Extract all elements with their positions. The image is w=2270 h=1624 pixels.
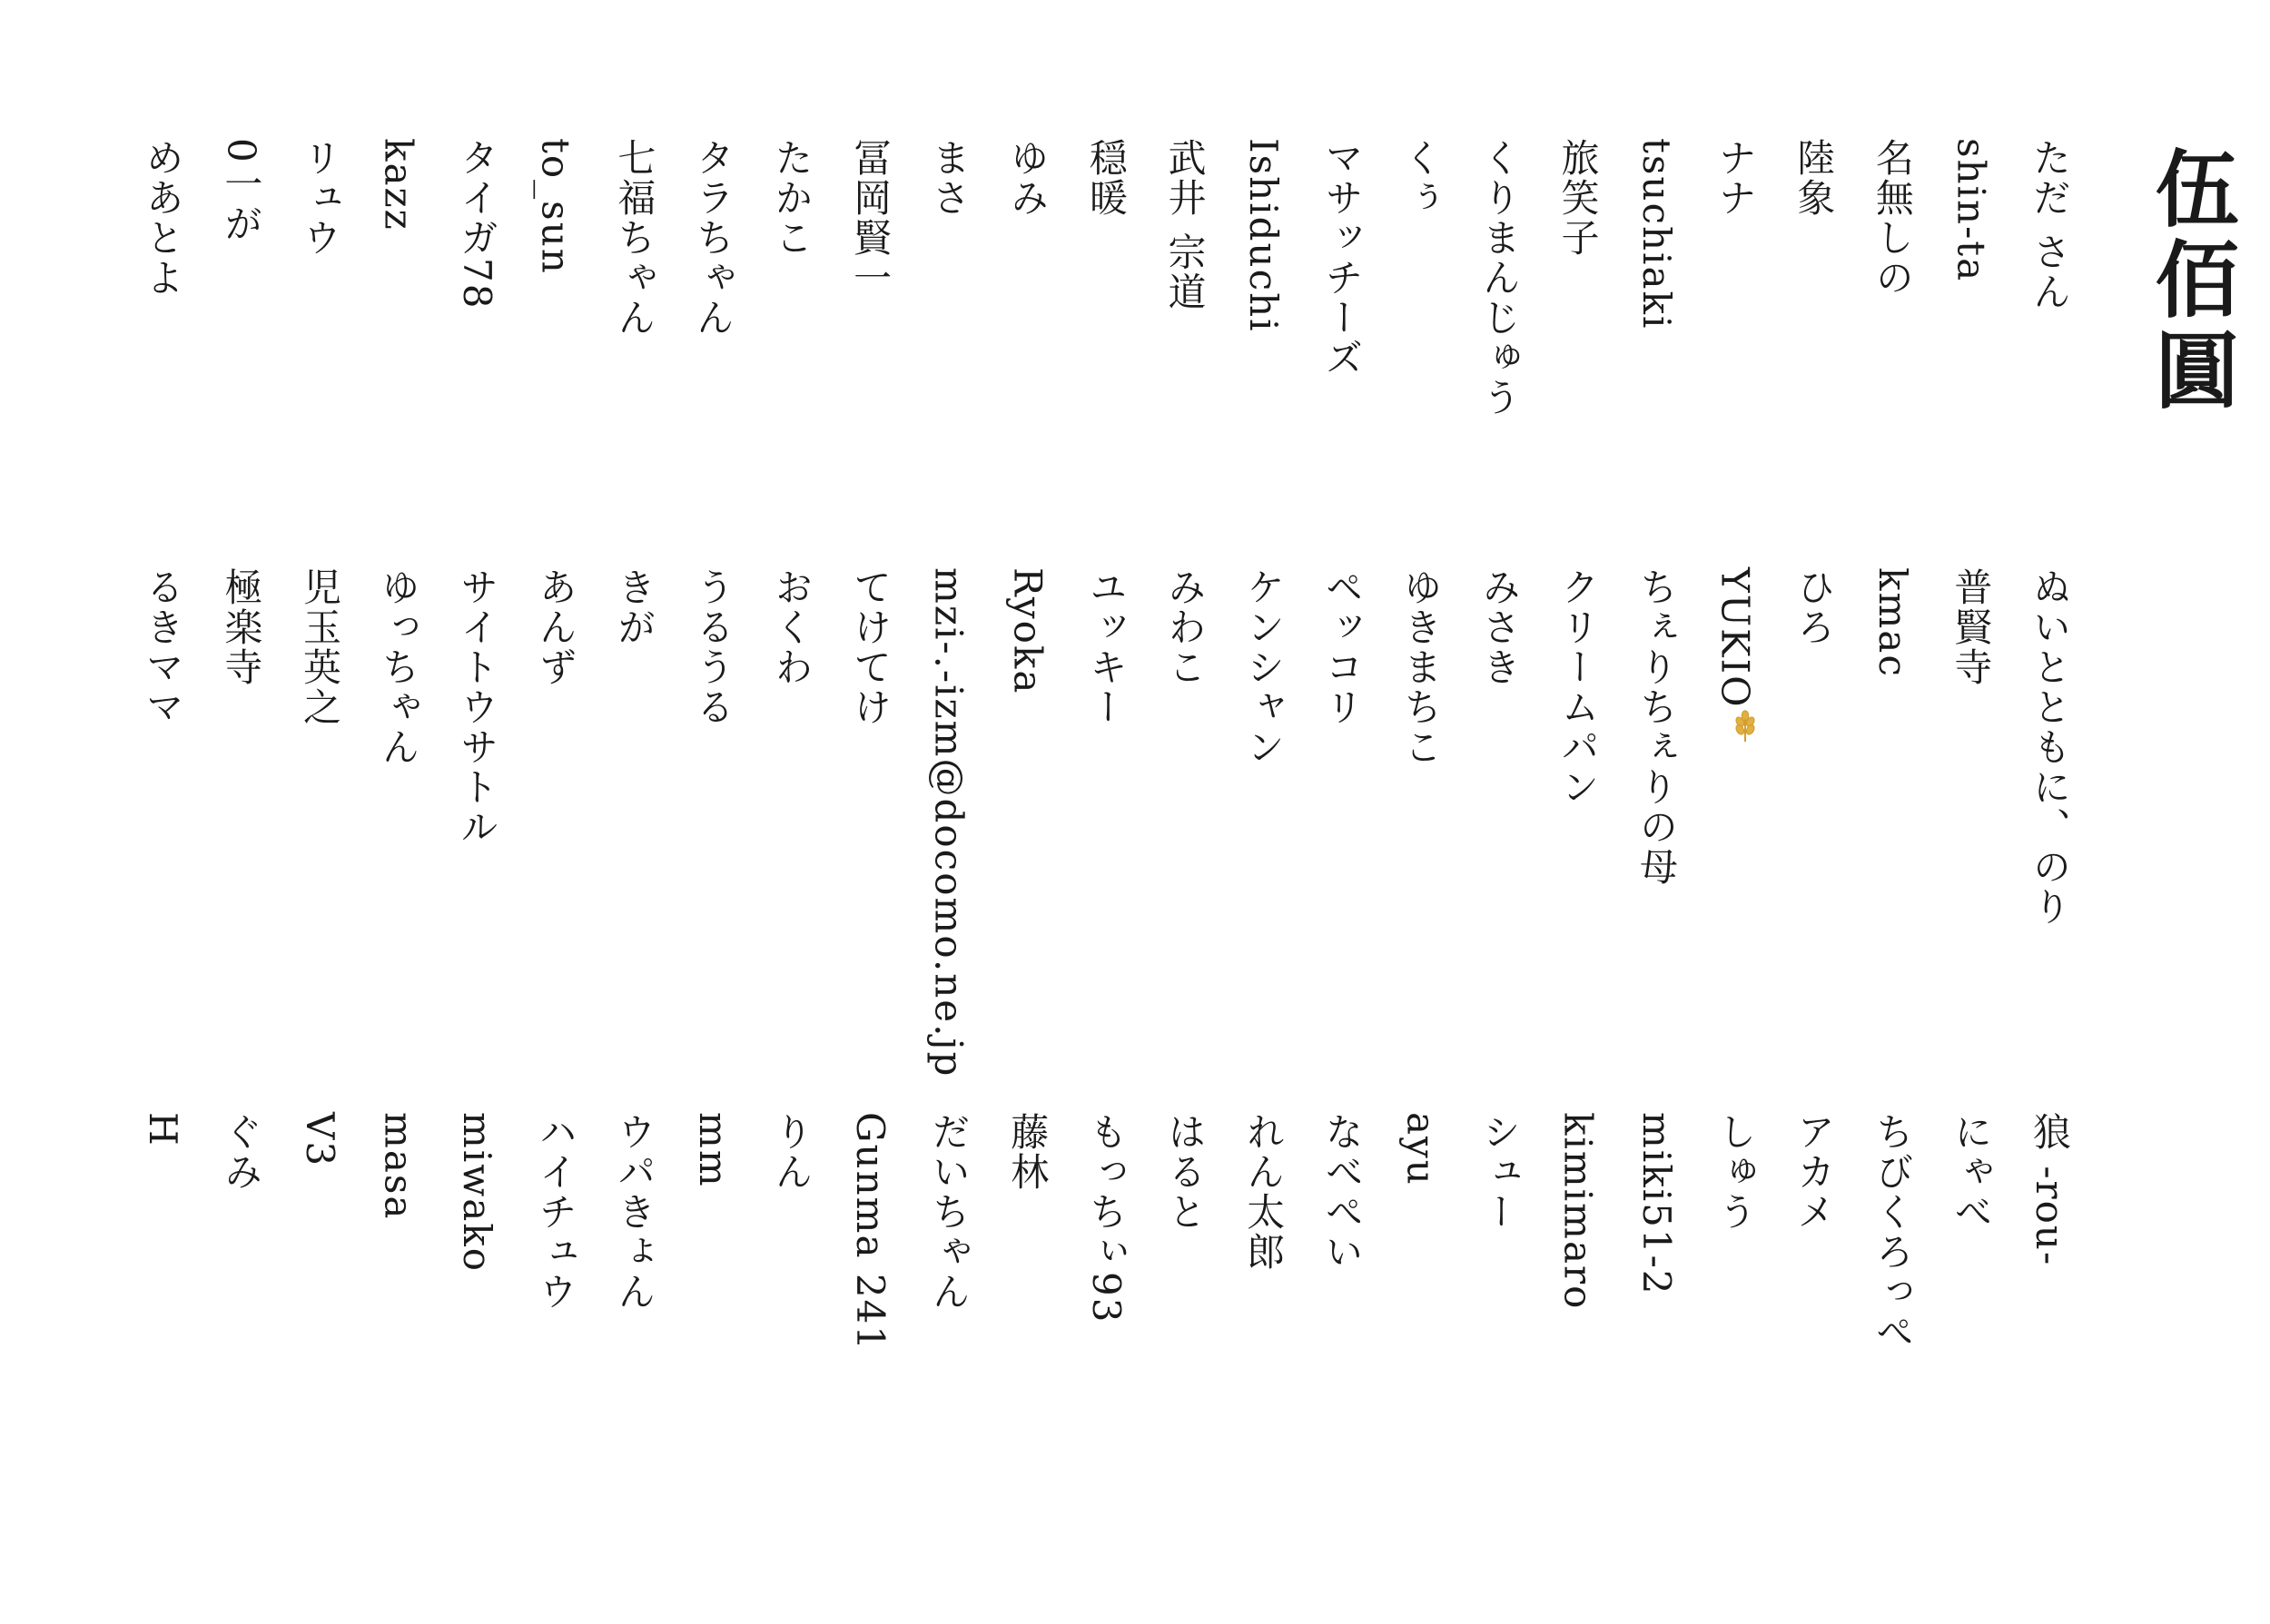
donor-name: ユッキー bbox=[1083, 567, 1129, 727]
donor-name-label: YUKIO bbox=[1712, 567, 1758, 709]
donor-name: ナナ bbox=[1712, 138, 1758, 218]
donor-name: ただ さん bbox=[2028, 138, 2072, 312]
donor-name: shin-ta bbox=[1949, 138, 1994, 283]
donor-name: たかこ bbox=[769, 138, 814, 258]
donor-name: クリームパン bbox=[1555, 567, 1601, 807]
donor-name: 普賢寺 bbox=[1949, 567, 1994, 687]
donor-name: るきママ bbox=[140, 567, 185, 727]
donor-name: めあとよ bbox=[140, 138, 185, 298]
donor-name: 七福ちゃん bbox=[612, 138, 657, 338]
donor-name: ひろ bbox=[1791, 567, 1837, 647]
donor-name: ayu bbox=[1398, 1112, 1444, 1186]
donor-name: まさ bbox=[926, 138, 972, 218]
donor-name: 藤林 bbox=[1005, 1112, 1051, 1192]
donor-name: to_sun bbox=[533, 138, 578, 275]
donor-name: はると bbox=[1162, 1112, 1208, 1232]
donor-name: おくわ bbox=[769, 567, 814, 687]
donor-name: タイガ78 bbox=[455, 138, 500, 310]
donor-name: なべぺい bbox=[1319, 1112, 1365, 1272]
donor-name: れん太郎 bbox=[1241, 1112, 1287, 1272]
donor-name: 冨岡賢一 bbox=[848, 138, 893, 298]
donor-name: 極楽寺 bbox=[219, 567, 264, 687]
donor-name: にゃべ bbox=[1949, 1112, 1994, 1232]
name-block-middle bbox=[123, 567, 2088, 1078]
donor-name: ケンシャン bbox=[1241, 567, 1287, 767]
donor-name: きが bbox=[612, 567, 657, 647]
donor-name: 児玉英之 bbox=[297, 567, 342, 727]
donor-name: アカメ bbox=[1791, 1112, 1837, 1232]
donor-name: てけてけ bbox=[848, 567, 893, 727]
donor-name: 陸象 bbox=[1791, 138, 1837, 218]
donor-name: 穏暖 bbox=[1083, 138, 1129, 218]
donor-name: 旅笑子 bbox=[1555, 138, 1601, 258]
donor-name: もっちぃ93 bbox=[1083, 1112, 1129, 1324]
page-title: 伍佰圓 bbox=[2141, 145, 2240, 418]
donor-name: しゅう bbox=[1712, 1112, 1758, 1232]
donor-name: だいちゃん bbox=[926, 1112, 972, 1312]
donor-name: masa bbox=[376, 1112, 421, 1221]
donor-name: タラちゃん bbox=[690, 138, 735, 338]
donor-name: 武井 宗道 bbox=[1162, 138, 1208, 312]
wheat-icon bbox=[1728, 709, 1762, 743]
donor-name: Gunma 241 bbox=[848, 1112, 893, 1353]
donor-name: ちびくろっぺ bbox=[1870, 1112, 1915, 1352]
name-block-bottom bbox=[123, 1112, 2088, 1352]
donor-name: Ishiduchi bbox=[1241, 138, 1287, 333]
donor-name: miki51-2 bbox=[1634, 1112, 1680, 1296]
donor-name: ちぇりちぇりの母 bbox=[1634, 567, 1680, 887]
donor-name: 狼 -rou- bbox=[2028, 1112, 2072, 1267]
donor-name: ゆっちゃん bbox=[376, 567, 421, 767]
donor-name: ゆみ bbox=[1005, 138, 1051, 218]
donor-name: マサッチーズ bbox=[1319, 138, 1365, 378]
donor-name: miwako bbox=[455, 1112, 500, 1273]
donor-name: 0一が bbox=[219, 138, 264, 244]
donor-name: りん bbox=[769, 1112, 814, 1192]
donor-name: kimimaro bbox=[1555, 1112, 1601, 1311]
donor-name: Ryoka bbox=[1005, 567, 1051, 695]
donor-name: くぅ bbox=[1398, 138, 1444, 218]
donor-name: kmac bbox=[1870, 567, 1915, 678]
donor-name: ウパきょん bbox=[612, 1112, 657, 1312]
donor-name: 名無しの bbox=[1870, 138, 1915, 298]
donor-name: ゆきまちこ bbox=[1398, 567, 1444, 767]
donor-name: ペッコリ bbox=[1319, 567, 1365, 727]
donor-name: サイトウサトル bbox=[455, 567, 500, 847]
donor-name: ぬいとともに、のり bbox=[2028, 567, 2072, 927]
donor-name-email: mzi-.-izm@docomo.ne.jp bbox=[926, 567, 972, 1078]
donor-name: ハイチュウ bbox=[533, 1112, 578, 1312]
donor-name: みわこ bbox=[1162, 567, 1208, 687]
donor-name: みさき bbox=[1476, 567, 1522, 687]
donor-name: シュー bbox=[1476, 1112, 1522, 1232]
donor-name: H bbox=[140, 1112, 185, 1147]
donor-name: kazz bbox=[376, 138, 421, 231]
donor-name: リュウ bbox=[297, 138, 342, 258]
donor-name: tsuchiaki bbox=[1634, 138, 1680, 330]
donor-name: うるうる bbox=[690, 567, 735, 727]
name-block-top bbox=[123, 138, 2088, 418]
donor-name: くりまんじゅう bbox=[1476, 138, 1522, 418]
donor-name-yukio bbox=[1695, 567, 1774, 1078]
donor-name: あんず bbox=[533, 567, 578, 687]
donor-name: ぐみ bbox=[219, 1112, 264, 1192]
donor-name: V3 bbox=[297, 1112, 342, 1168]
donor-name: mm bbox=[690, 1112, 735, 1188]
